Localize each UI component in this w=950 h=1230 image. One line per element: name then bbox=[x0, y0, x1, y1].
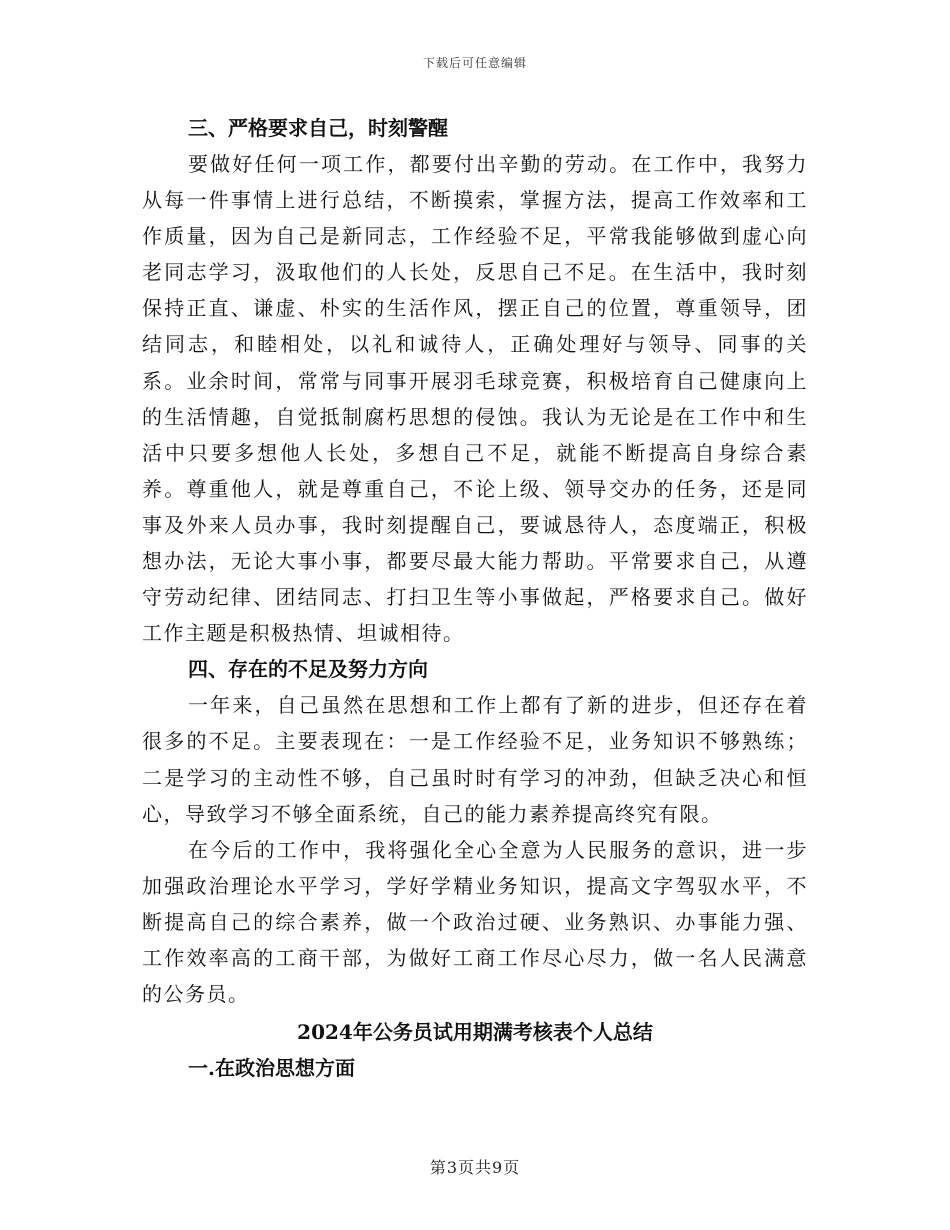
page-header: 下载后可任意编辑 bbox=[422, 56, 527, 70]
section-4-paragraph-1: 一年来，自己虽然在思想和工作上都有了新的进步，但还存在着很多的不足。主要表现在：一是工作经验不足，业务知识不够熟练；二是学习的主动性不够，自己虽时时有学习的冲劲，但缺乏决心和恒心，导致学习不够全面系统，自己的能力素养提高终究有限。 bbox=[142, 693, 808, 826]
section-4-paragraph-2: 在今后的工作中，我将强化全心全意为人民服务的意识，进一步加强政治理论水平学习，学好学精业务知识，提高文字驾驭水平，不断提高自己的综合素养，做一个政治过硬、业务熟识、办事能力强、工作效率高的工商干部，为做好工商工作尽心尽力，做一名人民满意的公务员。 bbox=[142, 837, 808, 1007]
document-title: 2024年公务员试用期满考核表个人总结 bbox=[297, 1020, 653, 1045]
page-footer: 第3页共9页 bbox=[429, 1158, 521, 1177]
section-3-paragraph: 要做好任何一项工作，都要付出辛勤的劳动。在工作中，我努力从每一件事情上进行总结，不断摸索，掌握方法，提高工作效率和工作质量，因为自己是新同志，工作经验不足，平常我能够做到虚心向老同志学习，汲取他们的人长处，反思自己不足。在生活中，我时刻保持正直、谦虚、朴实的生活作风，摆正自己的位置，尊重领导，团结同志，和睦相处，以礼和诚待人，正确处理好与领导、同事的关系。业余时间，常常与同事开展羽毛球竞赛，积极培育自己健康向上的生活情趣，自觉抵制腐朽思想的侵蚀。我认为无论是在工作中和生活中只要多想他人长处，多想自己不足，就能不断提高自身综合素养。尊重他人，就是尊重自己，不论上级、领导交办的任务，还是同事及外来人员办事，我时刻提醒自己，要诚恳待人，态度端正，积极想办法，无论大事小事，都要尽最大能力帮助。平常要求自己，从遵守劳动纪律、团结同志、打扫卫生等小事做起，严格要求自己。做好工作主题是积极热情、坦诚相待。 bbox=[142, 152, 808, 646]
section-heading-4: 四、存在的不足及努力方向 bbox=[188, 657, 428, 682]
section-heading-3: 三、严格要求自己，时刻警醒 bbox=[188, 116, 448, 140]
subsection-heading-1: 一.在政治思想方面 bbox=[188, 1056, 355, 1081]
document-body bbox=[142, 110, 808, 1086]
